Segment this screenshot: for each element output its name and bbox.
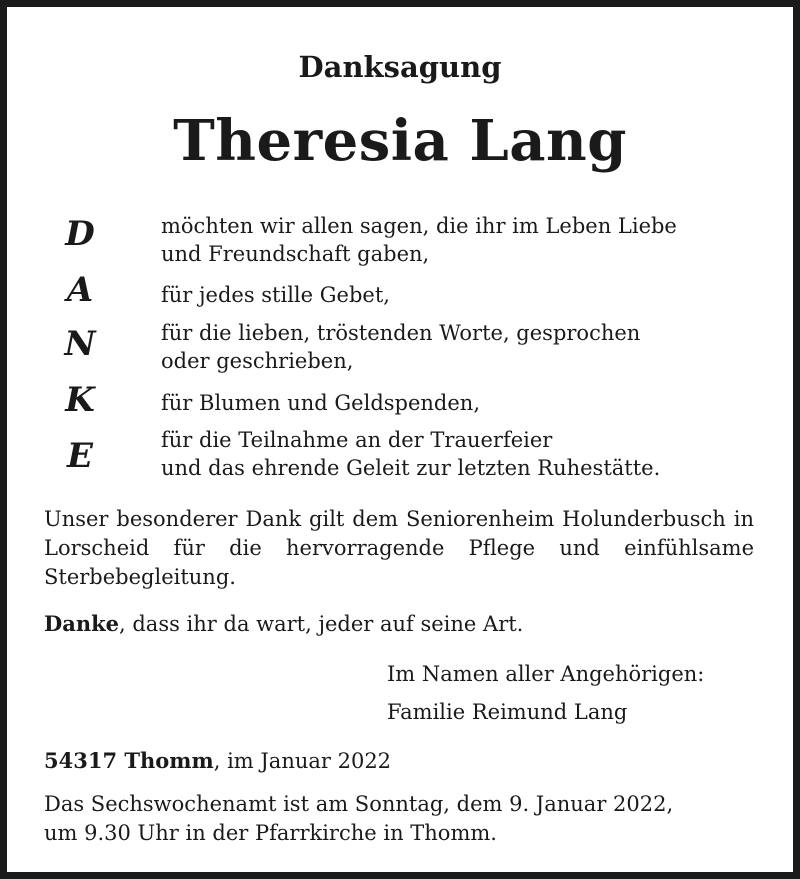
place-bold: 54317 Thomm bbox=[44, 748, 214, 773]
acrostic-letter-a: A bbox=[66, 270, 94, 310]
acrostic-line: für die Teilnahme an der Trauerfeier bbox=[161, 428, 553, 452]
closing-bold: Danke bbox=[44, 611, 119, 636]
mass-notice bbox=[44, 790, 764, 848]
acrostic-letter-e: E bbox=[67, 436, 93, 476]
closing-rest: , dass ihr da wart, jeder auf seine Art. bbox=[119, 612, 524, 636]
place-date bbox=[44, 748, 391, 773]
acrostic-letter-d: D bbox=[65, 214, 95, 254]
acrostic-line: oder geschrieben, bbox=[161, 349, 354, 373]
heading: Danksagung bbox=[298, 50, 502, 84]
acrostic-line: für Blumen und Geldspenden, bbox=[161, 391, 480, 415]
acrostic-letter-k: K bbox=[65, 380, 95, 420]
acrostic-line: für jedes stille Gebet, bbox=[161, 283, 390, 307]
place-rest: , im Januar 2022 bbox=[213, 749, 392, 773]
acrostic-line: möchten wir allen sagen, die ihr im Leben Liebe bbox=[161, 214, 677, 238]
mass-notice-line-1: Das Sechswochenamt ist am Sonntag, dem 9. Januar 2022, bbox=[44, 792, 674, 816]
acrostic-line: und Freundschaft gaben, bbox=[161, 242, 430, 266]
closing-line bbox=[44, 609, 754, 639]
signature-line-1: Im Namen aller Angehörigen: bbox=[387, 662, 705, 686]
mass-notice-line-2: um 9.30 Uhr in der Pfarrkirche in Thomm. bbox=[44, 821, 497, 845]
special-thanks: Unser besonderer Dank gilt dem Seniorenheim Holunderbusch in Lorscheid für die hervorragende Pflege und einfühlsame Sterbebegleitung. bbox=[44, 507, 754, 589]
acrostic-line: für die lieben, tröstenden Worte, gesprochen bbox=[161, 321, 641, 345]
acrostic-letter-n: N bbox=[64, 324, 96, 364]
signature-line-2: Familie Reimund Lang bbox=[387, 700, 628, 724]
acrostic-line: und das ehrende Geleit zur letzten Ruhestätte. bbox=[161, 456, 661, 480]
deceased-name: Theresia Lang bbox=[173, 108, 627, 174]
